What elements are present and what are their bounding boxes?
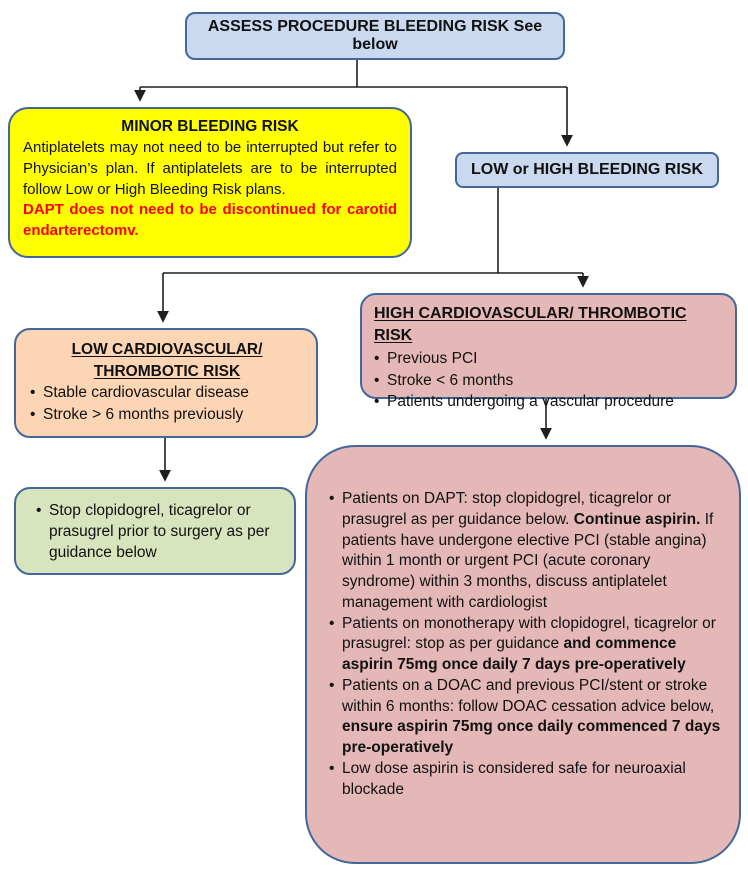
bullet-marker: • (374, 392, 380, 410)
bullet-item: • Patients on DAPT: stop clopidogrel, ticagrelor or prasugrel as per guidance below. Continue aspirin. If patients have undergone elective PCI (stable angina) within 1 month or urgent PCI (acute coronary syndrome) within 3 months, discuss antiplatelet management with cardiologist (329, 490, 714, 611)
high-cv-title-text: HIGH CARDIOVASCULAR/ THROMBOTIC RISK (374, 305, 687, 345)
low-or-high-bleeding-risk-box (455, 152, 719, 188)
bullet-marker: • (329, 614, 335, 632)
bullet-marker: • (374, 350, 380, 368)
minor-bleeding-risk-warning: DAPT does not need to be discontinued for carotid endarterectomv. (23, 201, 397, 240)
low-cardiovascular-risk-title (30, 339, 304, 382)
bullet-marker: • (374, 371, 380, 389)
minor-bleeding-risk-box (8, 107, 412, 258)
low-cardiovascular-risk-box (14, 328, 318, 438)
minor-bleeding-risk-title: MINOR BLEEDING RISK (121, 118, 299, 135)
bullet-marker: • (30, 406, 36, 424)
low-cv-criteria-list (30, 382, 304, 425)
bullet-marker: • (329, 676, 335, 694)
bullet-item: • Stroke > 6 months previously (30, 404, 304, 426)
bullet-marker: • (329, 759, 335, 777)
bullet-marker: • (329, 490, 335, 507)
bullet-item: • Previous PCI (374, 348, 725, 369)
low-risk-action-box (14, 487, 296, 575)
low-cv-title-line1: LOW CARDIOVASCULAR/ (71, 341, 263, 358)
bullet-item: • Stop clopidogrel, ticagrelor or prasugrel prior to surgery as per guidance below (36, 502, 270, 561)
bullet-item: • Low dose aspirin is considered safe for neuroaxial blockade (329, 759, 686, 798)
low-or-high-bleeding-risk-title: LOW or HIGH BLEEDING RISK (471, 161, 703, 178)
bullet-marker: • (30, 384, 36, 402)
bullet-item: • Patients undergoing a vascular procedure (374, 391, 725, 412)
bullet-marker: • (36, 502, 42, 519)
minor-bleeding-risk-body: Antiplatelets may not need to be interrupted but refer to Physician’s plan. If antiplatelets are to be interrupted follow Low or High Bleeding Risk plans. (23, 139, 397, 198)
bullet-item: • Stroke < 6 months (374, 370, 725, 391)
assess-bleeding-risk-box (185, 12, 565, 60)
high-risk-action-box (305, 445, 741, 864)
low-risk-action-list (36, 501, 284, 564)
high-cardiovascular-risk-box (360, 293, 737, 410)
high-risk-action-list (329, 489, 723, 800)
high-cv-criteria-list (374, 348, 725, 412)
bullet-item: • Stable cardiovascular disease (30, 382, 304, 404)
low-cv-title-line2: THROMBOTIC RISK (93, 362, 241, 380)
high-cardiovascular-risk-title (374, 303, 725, 347)
assess-bleeding-risk-title: ASSESS PROCEDURE BLEEDING RISK See below (207, 18, 543, 53)
bullet-item: • Patients on monotherapy with clopidogrel, ticagrelor or prasugrel: stop as per guidance and commence aspirin 75mg once daily 7 days pre-operatively (329, 614, 716, 674)
bullet-item: • Patients on a DOAC and previous PCI/stent or stroke within 6 months: follow DOAC cessation advice below, ensure aspirin 75mg once daily commenced 7 days pre-operatively (329, 676, 721, 757)
